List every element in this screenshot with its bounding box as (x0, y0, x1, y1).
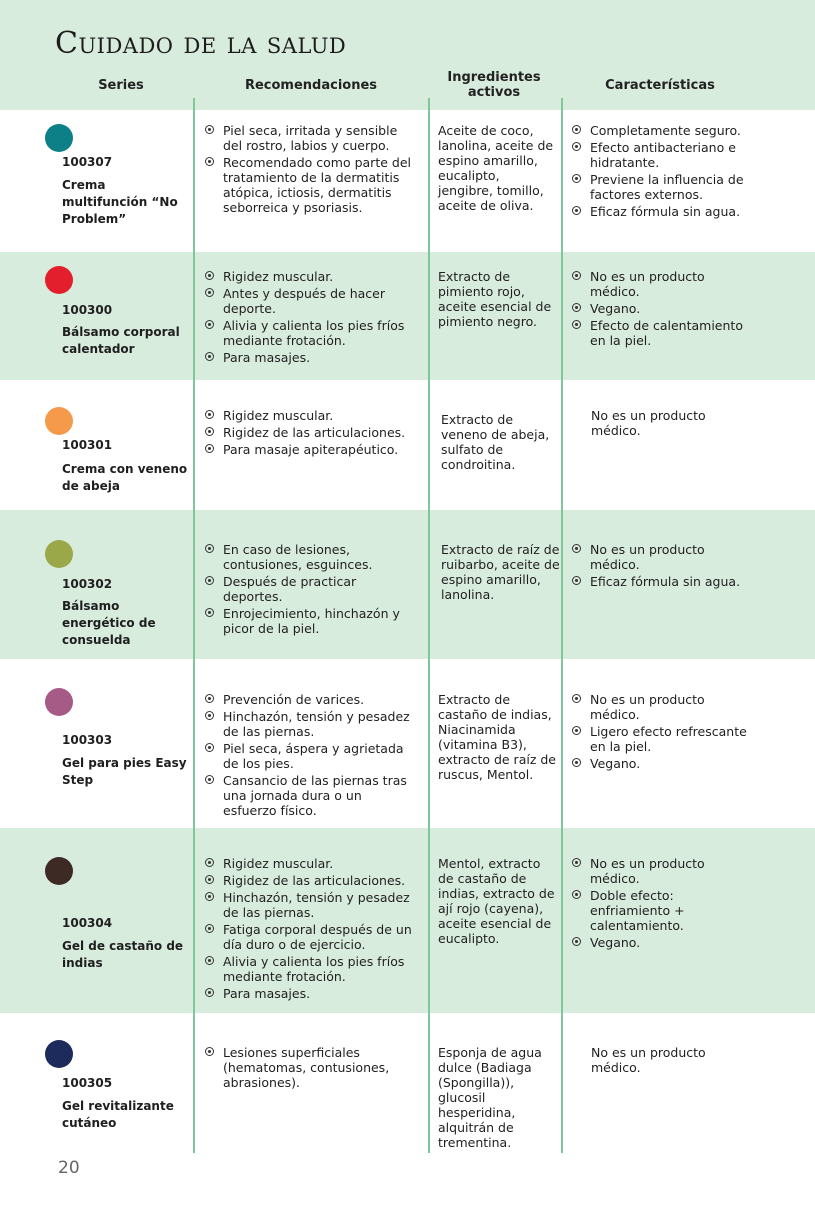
column-header-recommendations: Recomendaciones (244, 78, 378, 93)
ingredients-text: Aceite de coco, lanolina, aceite de espino amarillo, eucalipto, jengibre, tomillo, aceite de oliva. (438, 123, 554, 213)
bullet-icon (205, 1047, 214, 1056)
features-list (572, 123, 752, 221)
list-item (205, 286, 419, 316)
recommendation-text: Alivia y calienta los pies fríos mediante frotación. (223, 318, 405, 348)
list-item (205, 922, 419, 952)
feature-text: No es un producto médico. (590, 269, 705, 299)
list-item (572, 692, 752, 722)
feature-text: No es un producto médico. (591, 408, 706, 438)
bullet-icon (205, 444, 214, 453)
feature-text: No es un producto médico. (591, 1045, 706, 1075)
feature-text: No es un producto médico. (590, 692, 705, 722)
bullet-icon (205, 875, 214, 884)
bullet-icon (205, 125, 214, 134)
bullet-icon (205, 711, 214, 720)
list-item (205, 873, 419, 888)
column-header-ingredients: Ingredientes activos (447, 70, 541, 100)
list-item (205, 442, 419, 457)
feature-text: Eficaz fórmula sin agua. (590, 204, 741, 219)
list-item (205, 574, 419, 604)
list-item (205, 269, 419, 284)
recommendation-text: Después de practicar deportes. (223, 574, 357, 604)
bullet-icon (205, 320, 214, 329)
list-item (572, 856, 752, 886)
list-item (572, 301, 752, 316)
series-color-dot (45, 266, 73, 294)
recommendation-text: Antes y después de hacer deporte. (223, 286, 385, 316)
column-divider (193, 98, 195, 1153)
list-item (572, 888, 752, 933)
series-name: Crema con veneno de abeja (62, 462, 188, 493)
series-name: Gel de castaño de indias (62, 939, 184, 970)
bullet-icon (205, 892, 214, 901)
list-item (205, 542, 419, 572)
recommendation-text: Rigidez de las articulaciones. (223, 873, 406, 888)
ingredients-text: Extracto de castaño de indias, Niacinamida (vitamina B3), extracto de raíz de ruscus, Mentol. (438, 692, 556, 782)
bullet-icon (572, 320, 581, 329)
list-item (572, 140, 752, 170)
ingredients-text: Extracto de raíz de ruibarbo, aceite de espino amarillo, lanolina. (441, 542, 560, 602)
list-item (205, 856, 419, 871)
bullet-icon (572, 125, 581, 134)
list-item (205, 123, 419, 153)
list-item (205, 425, 419, 440)
bullet-icon (572, 544, 581, 553)
bullet-icon (572, 890, 581, 899)
page-title: Cuidado de la salud (55, 26, 347, 61)
bullet-icon (205, 924, 214, 933)
list-item (205, 350, 419, 365)
ingredients-text: Mentol, extracto de castaño de indias, extracto de ají rojo (cayena), aceite esencial de eucalipto. (438, 856, 555, 946)
list-item (572, 318, 752, 348)
series-name: Crema multifunción “No Problem” (62, 178, 178, 226)
list-item (572, 542, 752, 572)
series-name: Gel para pies Easy Step (62, 756, 187, 787)
series-color-dot (45, 124, 73, 152)
recommendation-list (205, 408, 419, 459)
feature-text: Vegano. (590, 935, 641, 950)
series-code: 100305 (62, 1076, 113, 1090)
list-item (205, 986, 419, 1001)
series-code: 100304 (62, 916, 113, 930)
feature-text: Doble efecto: enfriamiento + calentamiento. (590, 888, 685, 933)
series-color-dot (45, 407, 73, 435)
list-item (572, 172, 752, 202)
series-color-dot (45, 1040, 73, 1068)
bullet-icon (572, 758, 581, 767)
feature-text: No es un producto médico. (590, 542, 705, 572)
list-item (572, 123, 752, 138)
bullet-icon (205, 694, 214, 703)
list-item (572, 574, 752, 589)
bullet-icon (572, 174, 581, 183)
recommendation-text: Rigidez muscular. (223, 269, 334, 284)
bullet-icon (205, 956, 214, 965)
recommendation-text: Alivia y calienta los pies fríos mediante frotación. (223, 954, 405, 984)
bullet-icon (205, 427, 214, 436)
series-code: 100302 (62, 577, 113, 591)
feature-text: Efecto de calentamiento en la piel. (590, 318, 743, 348)
recommendation-list (205, 1045, 419, 1092)
recommendation-text: Para masajes. (223, 986, 311, 1001)
bullet-icon (205, 288, 214, 297)
column-divider (561, 98, 563, 1153)
bullet-icon (205, 352, 214, 361)
recommendation-text: Cansancio de las piernas tras una jornada dura o un esfuerzo físico. (223, 773, 407, 818)
list-item (572, 935, 752, 950)
recommendation-text: Lesiones superficiales (hematomas, contusiones, abrasiones). (223, 1045, 390, 1090)
bullet-icon (205, 410, 214, 419)
series-color-dot (45, 857, 73, 885)
recommendation-text: Rigidez muscular. (223, 856, 334, 871)
features-list (572, 692, 752, 773)
list-item (572, 724, 752, 754)
feature-text: Efecto antibacteriano e hidratante. (590, 140, 736, 170)
recommendation-text: Hinchazón, tensión y pesadez de las piernas. (223, 709, 410, 739)
list-item (205, 709, 419, 739)
recommendation-text: Enrojecimiento, hinchazón y picor de la piel. (223, 606, 400, 636)
bullet-icon (205, 858, 214, 867)
recommendation-text: Rigidez muscular. (223, 408, 334, 423)
list-item (205, 954, 419, 984)
recommendation-text: Rigidez de las articulaciones. (223, 425, 406, 440)
list-item (205, 890, 419, 920)
bullet-icon (205, 157, 214, 166)
column-header-features: Características (605, 78, 715, 93)
column-divider (428, 98, 430, 1153)
list-item (205, 318, 419, 348)
bullet-icon (572, 937, 581, 946)
recommendation-text: Para masaje apiterapéutico. (223, 442, 399, 457)
list-item (205, 408, 419, 423)
list-item (572, 756, 752, 771)
recommendation-text: Hinchazón, tensión y pesadez de las piernas. (223, 890, 410, 920)
recommendation-list (205, 542, 419, 638)
bullet-icon (205, 743, 214, 752)
recommendation-text: Piel seca, irritada y sensible del rostro, labios y cuerpo. (223, 123, 398, 153)
series-color-dot (45, 688, 73, 716)
bullet-icon (205, 271, 214, 280)
feature-text: Eficaz fórmula sin agua. (590, 574, 741, 589)
ingredients-text: Esponja de agua dulce (Badiaga (Spongilla)), glucosil hesperidina, alquitrán de trementina. (438, 1045, 542, 1150)
recommendation-list (205, 123, 419, 217)
series-name: Bálsamo corporal calentador (62, 325, 180, 356)
recommendation-list (205, 269, 419, 367)
list-item (205, 606, 419, 636)
recommendation-text: En caso de lesiones, contusiones, esguinces. (223, 542, 373, 572)
series-code: 100301 (62, 438, 113, 452)
series-color-dot (45, 540, 73, 568)
bullet-icon (572, 142, 581, 151)
features-list (572, 856, 752, 952)
list-item (572, 204, 752, 219)
recommendation-text: Piel seca, áspera y agrietada de los pies. (223, 741, 404, 771)
bullet-icon (205, 775, 214, 784)
bullet-icon (205, 544, 214, 553)
list-item (205, 741, 419, 771)
recommendation-text: Prevención de varices. (223, 692, 365, 707)
page-number: 20 (58, 1158, 80, 1178)
feature-text: Vegano. (590, 756, 641, 771)
feature-text: No es un producto médico. (590, 856, 705, 886)
feature-text: Ligero efecto refrescante en la piel. (590, 724, 747, 754)
features-list (572, 269, 752, 350)
recommendation-text: Recomendado como parte del tratamiento de la dermatitis atópica, ictiosis, dermatitis seborreica y psoriasis. (223, 155, 411, 215)
bullet-icon (572, 726, 581, 735)
series-code: 100303 (62, 733, 113, 747)
bullet-icon (572, 576, 581, 585)
recommendation-text: Para masajes. (223, 350, 311, 365)
series-name: Gel revitalizante cutáneo (62, 1099, 174, 1130)
recommendation-list (205, 692, 419, 820)
bullet-icon (572, 271, 581, 280)
recommendation-text: Fatiga corporal después de un día duro o de ejercicio. (223, 922, 412, 952)
bullet-icon (572, 206, 581, 215)
ingredients-text: Extracto de pimiento rojo, aceite esencial de pimiento negro. (438, 269, 552, 329)
features-list (572, 542, 752, 591)
list-item (205, 692, 419, 707)
list-item (205, 155, 419, 215)
series-name: Bálsamo energético de consuelda (62, 599, 156, 647)
recommendation-list (205, 856, 419, 1003)
list-item (572, 269, 752, 299)
bullet-icon (205, 988, 214, 997)
ingredients-text: Extracto de veneno de abeja, sulfato de condroitina. (441, 412, 550, 472)
bullet-icon (572, 694, 581, 703)
bullet-icon (205, 608, 214, 617)
bullet-icon (205, 576, 214, 585)
list-item (205, 773, 419, 818)
bullet-icon (572, 303, 581, 312)
series-code: 100300 (62, 303, 113, 317)
list-item (205, 1045, 419, 1090)
column-header-series: Series (98, 78, 144, 93)
feature-text: Vegano. (590, 301, 641, 316)
feature-text: Previene la influencia de factores externos. (590, 172, 744, 202)
bullet-icon (572, 858, 581, 867)
series-code: 100307 (62, 155, 113, 169)
feature-text: Completamente seguro. (590, 123, 741, 138)
